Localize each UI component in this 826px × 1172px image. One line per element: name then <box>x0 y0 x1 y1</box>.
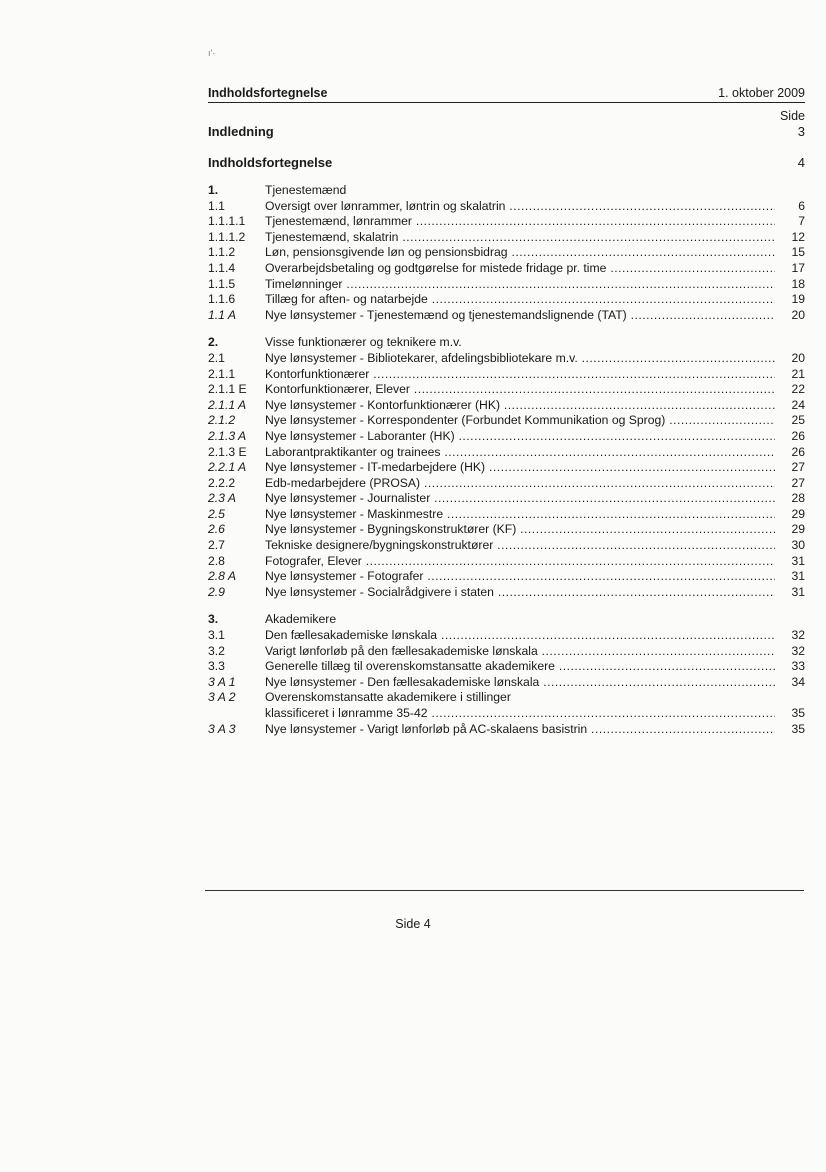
scan-mark: ı'· <box>208 48 216 58</box>
toc-number: 3. <box>208 612 219 627</box>
toc-page-number: 27 <box>791 460 805 475</box>
toc-number: 2.3 A <box>208 491 237 506</box>
header-title: Indholdsfortegnelse <box>208 86 328 100</box>
toc-page-number: 31 <box>791 569 805 584</box>
toc-row <box>208 413 805 429</box>
toc-page-number: 20 <box>791 307 805 322</box>
toc-row <box>208 690 805 706</box>
toc-text: Nye lønsystemer - Bygningskonstruktører (KF) ..... <box>265 522 775 538</box>
toc-page-number: 21 <box>791 366 805 381</box>
section-gap <box>208 323 805 335</box>
toc-page-number: 32 <box>791 628 805 643</box>
toc-page-number: 26 <box>791 444 805 459</box>
toc-text: Timelønninger ..... <box>265 277 775 293</box>
header-date: 1. oktober 2009 <box>718 86 805 100</box>
toc-number: 2.8 <box>208 553 225 568</box>
toc-text: Fotografer, Elever ..... <box>265 554 775 570</box>
toc-page-number: 35 <box>791 721 805 736</box>
toc-row <box>208 308 805 324</box>
toc-number: 1.1.6 <box>208 292 236 307</box>
toc-row <box>208 569 805 585</box>
toc-row <box>208 675 805 691</box>
toc-text: Nye lønsystemer - Kontorfunktionærer (HK) ..... <box>265 398 775 414</box>
toc-row <box>208 585 805 601</box>
toc-number: 1.1.2 <box>208 245 236 260</box>
toc-text: Generelle tillæg til overenskomstansatte akademikere ..... <box>265 659 775 675</box>
toc-row <box>208 351 805 367</box>
toc-page-number: 18 <box>791 276 805 291</box>
toc-number: 2.6 <box>208 522 225 537</box>
toc-page-number: 31 <box>791 584 805 599</box>
toc-text: Nye lønsystemer - Korrespondenter (Forbundet Kommunikation og Sprog) ..... <box>265 413 775 429</box>
toc-text: Kontorfunktionærer, Elever ..... <box>265 382 775 398</box>
toc-heading-row <box>208 335 805 351</box>
toc-page-number: 7 <box>798 214 805 229</box>
header-rule <box>208 102 805 103</box>
toc-text: Visse funktionærer og teknikere m.v. <box>265 335 462 350</box>
toc-row <box>208 460 805 476</box>
toc-text: Nye lønsystemer - Varigt lønforløb på AC-skalaens basistrin ..... <box>265 722 775 738</box>
toc-row <box>208 199 805 215</box>
toc-number: 3.3 <box>208 659 225 674</box>
toc-number: 2.2.1 A <box>208 460 247 475</box>
toc-heading-row <box>208 612 805 628</box>
toc-page-number: 29 <box>791 506 805 521</box>
toc-page-number: 34 <box>791 674 805 689</box>
toc-number: 2. <box>208 335 219 350</box>
toc-number: 3 A 2 <box>208 690 236 705</box>
toc-text: Edb-medarbejdere (PROSA) ..... <box>265 476 775 492</box>
toc-number: 2.7 <box>208 538 225 553</box>
toc-number: 3 A 1 <box>208 674 236 689</box>
toc-text: klassificeret i lønramme 35-42 ..... <box>265 706 775 722</box>
toc-text: Varigt lønforløb på den fællesakademiske lønskala ..... <box>265 644 775 660</box>
toc-text: Tillæg for aften- og natarbejde ..... <box>265 292 775 308</box>
toc-text: Tjenestemænd, lønrammer ..... <box>265 214 775 230</box>
toc-row <box>208 277 805 293</box>
toc-row <box>208 644 805 660</box>
toc-row <box>208 429 805 445</box>
toc-row <box>208 292 805 308</box>
toc-row <box>208 538 805 554</box>
toc-text: Laborantpraktikanter og trainees ..... <box>265 445 775 461</box>
footer-rule <box>205 890 804 891</box>
toc-text: Nye lønsystemer - Laboranter (HK) ..... <box>265 429 775 445</box>
toc-row <box>208 230 805 246</box>
toc-page-number: 25 <box>791 413 805 428</box>
toc-page-number: 24 <box>791 397 805 412</box>
toc-number: 2.1 <box>208 350 225 365</box>
toc-page-number: 33 <box>791 659 805 674</box>
toc-text: Tjenestemænd <box>265 183 347 197</box>
toc-entries <box>208 183 805 737</box>
section-page: 3 <box>797 124 805 139</box>
toc-text: Nye lønsystemer - Maskinmestre ..... <box>265 507 775 523</box>
toc-text: Overenskomstansatte akademikere i stillinger <box>265 690 511 705</box>
toc-heading-row <box>208 183 805 199</box>
toc-text: Tekniske designere/bygningskonstruktører ..... <box>265 538 775 554</box>
toc-number: 3.1 <box>208 628 225 643</box>
toc-number: 2.1.2 <box>208 413 236 428</box>
toc-page-number: 26 <box>791 428 805 443</box>
toc-number: 1.1.1.2 <box>208 229 246 244</box>
toc-row <box>208 367 805 383</box>
section-indholdsfortegnelse <box>208 155 805 170</box>
toc-text: Akademikere <box>265 612 337 627</box>
section-indledning <box>208 124 805 139</box>
toc-text: Oversigt over lønrammer, løntrin og skalatrin ..... <box>265 199 775 215</box>
toc-page-number: 6 <box>798 198 805 213</box>
toc-page-number: 20 <box>791 350 805 365</box>
toc-page-number: 15 <box>791 245 805 260</box>
toc-number: 2.1.3 A <box>208 428 247 443</box>
section-page: 4 <box>797 155 805 170</box>
toc-number: 1.1.4 <box>208 260 236 275</box>
toc-row <box>208 382 805 398</box>
toc-page-number: 32 <box>791 643 805 658</box>
toc-number: 1.1.1.1 <box>208 214 246 229</box>
toc-row <box>208 476 805 492</box>
toc-row <box>208 261 805 277</box>
toc-page-number: 31 <box>791 553 805 568</box>
toc-page-number: 27 <box>791 475 805 490</box>
toc-text: Nye lønsystemer - Journalister ..... <box>265 491 775 507</box>
toc-row <box>208 214 805 230</box>
toc-row <box>208 245 805 261</box>
toc-row <box>208 722 805 738</box>
toc-row <box>208 522 805 538</box>
toc-page-number: 28 <box>791 491 805 506</box>
toc-row <box>208 659 805 675</box>
section-title: Indholdsfortegnelse <box>208 155 333 170</box>
toc-text: Overarbejdsbetaling og godtgørelse for mistede fridage pr. time ..... <box>265 261 775 277</box>
toc-text: Nye lønsystemer - Socialrådgivere i staten ..... <box>265 585 775 601</box>
toc-page-number: 29 <box>791 522 805 537</box>
toc-row <box>208 507 805 523</box>
toc-text: Løn, pensionsgivende løn og pensionsbidrag ..... <box>265 245 775 261</box>
page-footer: Side 4 <box>395 917 431 931</box>
toc-number: 3.2 <box>208 643 225 658</box>
toc-row <box>208 398 805 414</box>
toc-number: 2.9 <box>208 584 225 599</box>
toc-number: 3 A 3 <box>208 721 236 736</box>
toc-row <box>208 491 805 507</box>
toc-page-number: 35 <box>791 706 805 720</box>
toc-text: Nye lønsystemer - IT-medarbejdere (HK) ..... <box>265 460 775 476</box>
section-gap <box>208 600 805 612</box>
toc-number: 1.1 A <box>208 307 237 322</box>
toc-text: Kontorfunktionærer ..... <box>265 367 775 383</box>
toc-text: Tjenestemænd, skalatrin ..... <box>265 230 775 246</box>
toc-row <box>208 628 805 644</box>
toc-text: Nye lønsystemer - Den fællesakademiske lønskala ..... <box>265 675 775 691</box>
toc-number: 1.1 <box>208 198 225 213</box>
toc-number: 2.1.3 E <box>208 444 247 459</box>
page-header <box>208 86 805 102</box>
toc-number: 2.1.1 A <box>208 397 247 412</box>
toc-page-number: 17 <box>791 260 805 275</box>
section-title: Indledning <box>208 124 274 139</box>
toc-text: Den fællesakademiske lønskala ..... <box>265 628 775 644</box>
toc-number: 2.8 A <box>208 569 237 584</box>
toc-page-number: 19 <box>791 292 805 307</box>
toc-row <box>208 445 805 461</box>
toc-page-number: 30 <box>791 538 805 553</box>
toc-row <box>208 706 805 722</box>
toc-text: Nye lønsystemer - Tjenestemænd og tjenestemandslignende (TAT) ..... <box>265 308 775 324</box>
toc-text: Nye lønsystemer - Bibliotekarer, afdelingsbibliotekare m.v. ..... <box>265 351 775 367</box>
side-column-label: Side <box>779 109 805 123</box>
toc-number: 2.2.2 <box>208 475 236 490</box>
toc-page-number: 12 <box>791 229 805 244</box>
toc-text: Nye lønsystemer - Fotografer ..... <box>265 569 775 585</box>
toc-number: 1. <box>208 183 219 197</box>
toc-row <box>208 554 805 570</box>
toc-number: 2.1.1 <box>208 366 236 381</box>
toc-page-number: 22 <box>791 382 805 397</box>
toc-number: 2.1.1 E <box>208 382 247 397</box>
toc-number: 1.1.5 <box>208 276 236 291</box>
toc-number: 2.5 <box>208 506 225 521</box>
